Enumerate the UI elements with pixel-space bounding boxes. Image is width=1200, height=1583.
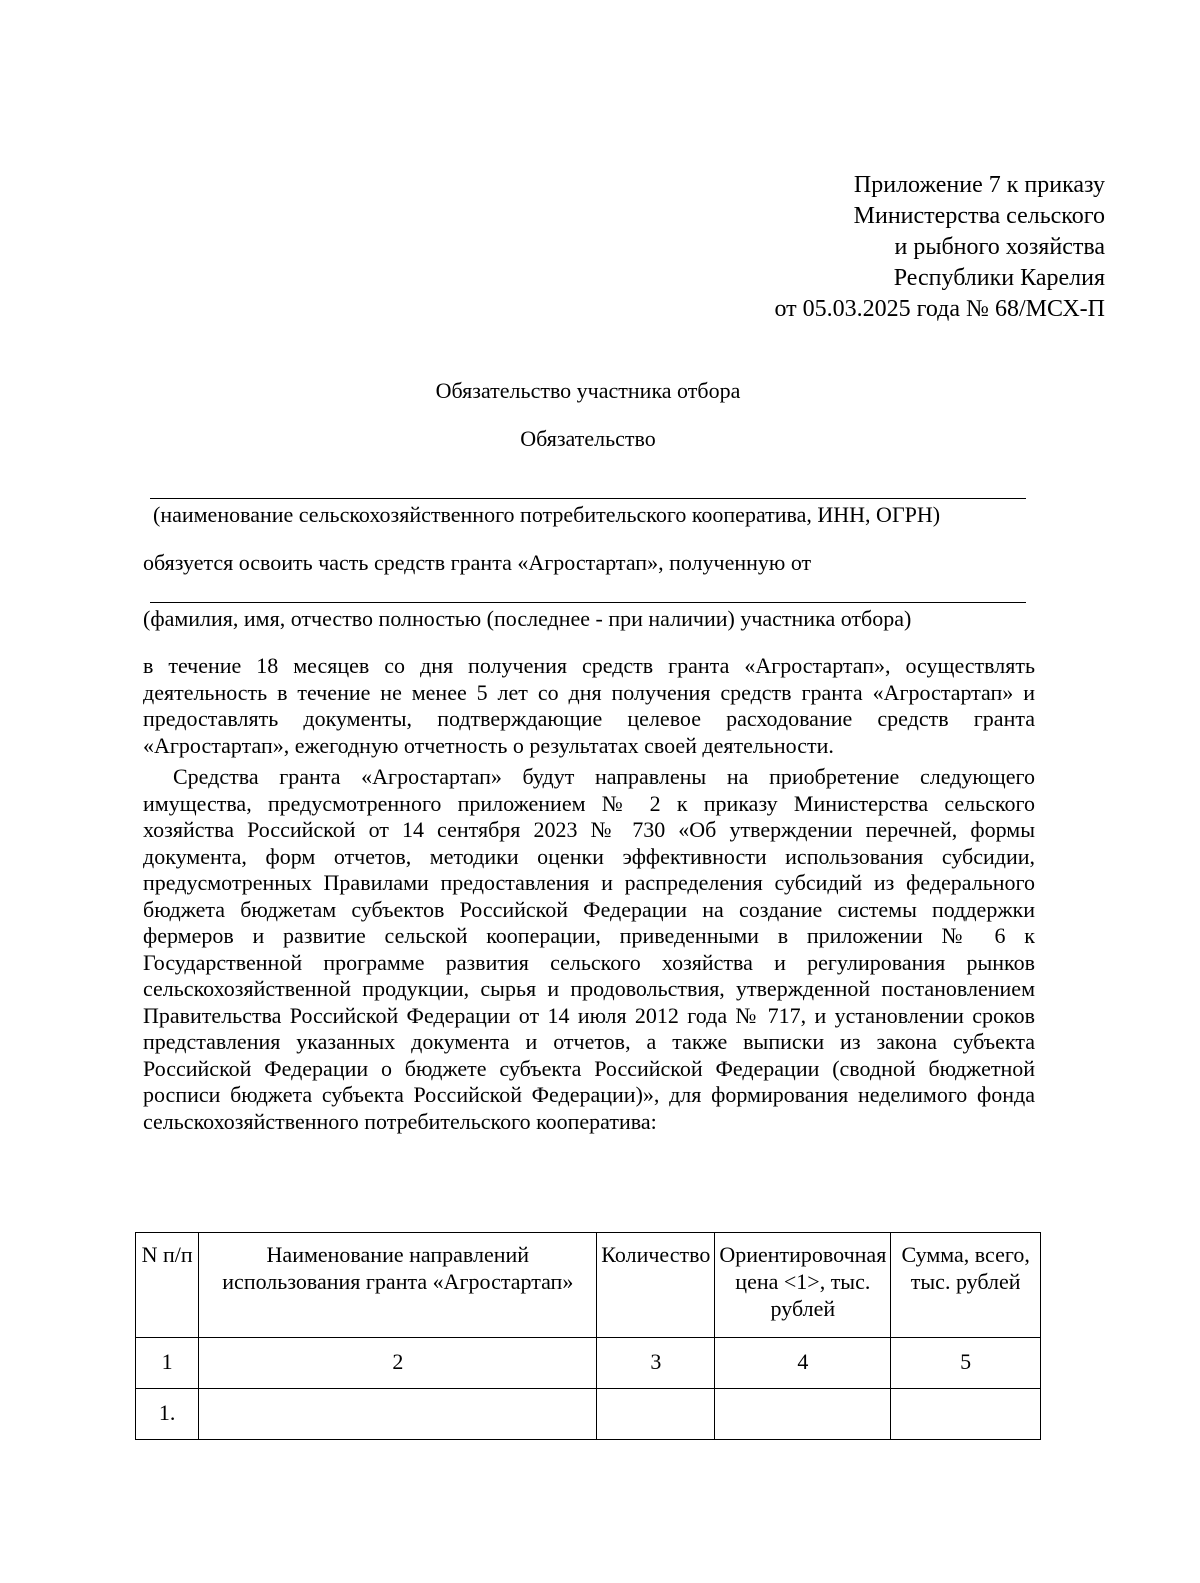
table-cell-price [715, 1389, 891, 1440]
appendix-line: и рыбного хозяйства [894, 234, 1105, 260]
table-header-row [136, 1233, 1041, 1338]
appendix-line: Республики Карелия [893, 265, 1105, 291]
header-direction-name: Наименование направлений использования гранта «Агростартап» [199, 1233, 597, 1338]
header-quantity: Количество [597, 1233, 715, 1338]
grant-usage-table [135, 1232, 1041, 1440]
cooperative-caption: (наименование сельскохозяйственного потребительского кооператива, ИНН, ОГРН) [153, 502, 941, 527]
header-estimated-price: Ориентировочная цена <1>, тыс. рублей [715, 1233, 891, 1338]
header-total-sum: Сумма, всего, тыс. рублей [891, 1233, 1041, 1338]
header-number: N п/п [136, 1233, 199, 1338]
appendix-line: Приложение 7 к приказу [853, 172, 1105, 198]
table-cell-sum [891, 1389, 1041, 1440]
appendix-line: от 05.03.2025 года № 68/МСХ-П [774, 296, 1105, 322]
appendix-header [774, 170, 1105, 325]
document-subtitle: Обязательство [520, 426, 656, 451]
participant-caption: (фамилия, имя, отчество полностью (последнее - при наличии) участника отбора) [143, 606, 912, 631]
obligation-paragraph: в течение 18 месяцев со дня получения средств гранта «Агростартап», осуществлять деятельность в течение не менее 5 лет со дня получения средств гранта «Агростартап» и предоставлять документы, подтверждающие целевое расходование средств гранта «Агростартап», ежегодную отчетность о результатах своей деятельности. [143, 653, 1035, 758]
table-row [136, 1389, 1041, 1440]
participant-fill-line [150, 602, 1026, 603]
document-title: Обязательство участника отбора [435, 378, 741, 403]
appendix-line: Министерства сельского [853, 203, 1105, 229]
column-number: 1 [136, 1338, 199, 1389]
table-cell-quantity [597, 1389, 715, 1440]
column-number: 4 [715, 1338, 891, 1389]
column-number: 2 [199, 1338, 597, 1389]
obligation-intro: обязуется освоить часть средств гранта «Агростартап», полученную от [143, 550, 812, 575]
table-cell-direction [199, 1389, 597, 1440]
property-paragraph: Средства гранта «Агростартап» будут направлены на приобретение следующего имущества, предусмотренного приложением № 2 к приказу Министерства сельского хозяйства Российской от 14 сентября 2023 № 730 «Об утверждении перечней, формы документа, форм отчетов, методики оценки эффективности использования субсидии, предусмотренных Правилами предоставления и распределения субсидий из федерального бюджета бюджетам субъектов Российской Федерации на создание системы поддержки фермеров и развитие сельской кооперации, приведенными в приложении № 6 к Государственной программе развития сельского хозяйства и регулирования рынков сельскохозяйственной продукции, сырья и продовольствия, утвержденной постановлением Правительства Российской Федерации от 14 июля 2012 года № 717, и установлении сроков представления указанных документа и отчетов, а также выписки из закона субъекта Российской Федерации о бюджете субъекта Российской Федерации (сводной бюджетной росписи бюджета субъекта Российской Федерации)», для формирования неделимого фонда сельскохозяйственного потребительского кооператива: [143, 764, 1035, 1134]
table-cell-number: 1. [136, 1389, 199, 1440]
cooperative-fill-line [150, 498, 1026, 499]
column-number: 5 [891, 1338, 1041, 1389]
table-column-numbers-row [136, 1338, 1041, 1389]
column-number: 3 [597, 1338, 715, 1389]
